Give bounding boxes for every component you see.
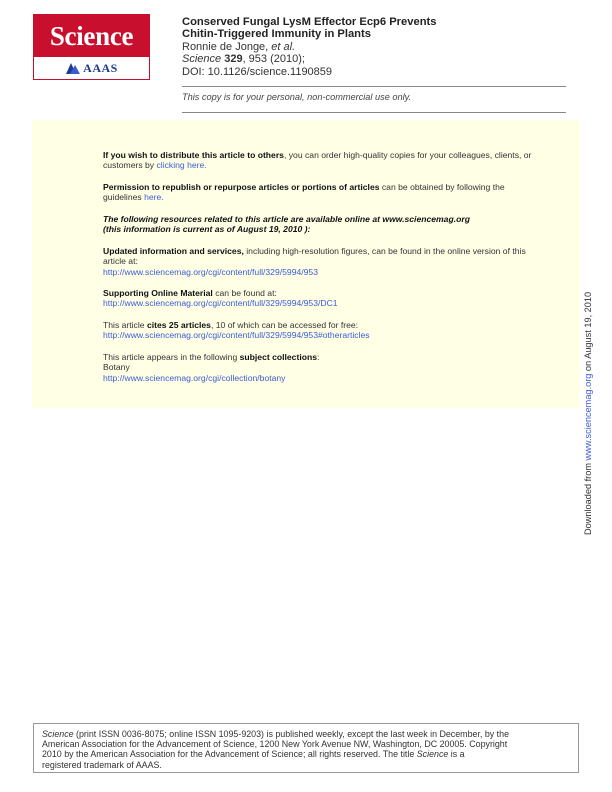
- science-logo: [33, 14, 150, 80]
- footer-line3-journal: Science: [416, 749, 449, 760]
- collections-block: [103, 352, 543, 383]
- download-note: [583, 292, 593, 535]
- publication-footer: [33, 723, 579, 773]
- updated-text: including high-resolution figures, can be found in the online version of this article at:: [103, 246, 526, 267]
- supporting-block: [103, 288, 543, 309]
- footer-line3-post: is a: [448, 749, 465, 760]
- footer-line4: registered trademark of AAAS.: [42, 759, 162, 770]
- divider-top: [182, 86, 566, 87]
- personal-use-note: This copy is for your personal, non-commercial use only.: [182, 92, 412, 102]
- footer-line2: American Association for the Advancement of Science, 1200 New York Avenue NW, Washington, DC 20005. Copyright: [42, 739, 508, 750]
- permission-text: can be obtained by following the guidelines: [103, 182, 505, 203]
- article-title-line1: Conserved Fungal LysM Effector Ecp6 Prevents: [182, 16, 437, 28]
- updated-heading: Updated information and services,: [103, 246, 244, 256]
- cites-count: cites 25 articles: [146, 320, 211, 330]
- updated-info-block: [103, 246, 543, 277]
- clicking-here-link[interactable]: clicking here.: [156, 160, 207, 171]
- collection-item: Botany: [103, 362, 130, 373]
- aaas-logo: [34, 57, 149, 80]
- footer-line1: [42, 729, 570, 739]
- resources-line2: (this information is current as of August 19, 2010 ):: [103, 224, 311, 235]
- article-title-line2: Chitin-Triggered Immunity in Plants: [182, 28, 371, 41]
- doi: DOI: 10.1126/science.1190859: [182, 65, 333, 78]
- pages-year: , 953 (2010);: [242, 53, 305, 66]
- footer-line3-pre: 2010 by the American Association for the Advancement of Science; all rights reserved. The title: [42, 749, 417, 760]
- cites-block: [103, 320, 543, 341]
- collections-heading: subject collections: [239, 352, 317, 362]
- download-pre: Downloaded from: [583, 460, 593, 535]
- sciencemag-link[interactable]: www.sciencemag.org: [583, 373, 593, 461]
- authors: Ronnie de Jonge,: [182, 40, 269, 53]
- cites-pre: This article: [103, 320, 147, 330]
- distribute-heading: If you wish to distribute this article to others: [103, 150, 284, 160]
- aaas-label: AAAS: [83, 61, 118, 75]
- full-text-link[interactable]: http://www.sciencemag.org/cgi/content/full/329/5994/953: [103, 266, 318, 277]
- botany-collection-link[interactable]: http://www.sciencemag.org/cgi/collection/botany: [103, 372, 286, 383]
- collections-pre: This article appears in the following: [103, 352, 240, 362]
- resources-block: [103, 214, 543, 235]
- aaas-icon: [65, 62, 81, 75]
- download-post: on August 19, 2010: [583, 291, 593, 374]
- supporting-link[interactable]: http://www.sciencemag.org/cgi/content/full/329/5994/953/DC1: [103, 298, 338, 309]
- cites-text: , 10 of which can be accessed for free:: [210, 320, 359, 330]
- footer-line1-text: (print ISSN 0036-8075; online ISSN 1095-9203) is published weekly, except the last week in December, by the: [73, 729, 510, 739]
- footer-line3: [42, 749, 570, 759]
- journal-name: Science: [182, 53, 222, 66]
- other-articles-link[interactable]: http://www.sciencemag.org/cgi/content/full/329/5994/953#otherarticles: [103, 330, 370, 341]
- authors-line: [182, 41, 436, 53]
- logo-wordmark: Science: [34, 15, 149, 57]
- distribute-text: , you can order high-quality copies for your colleagues, clients, or customers by: [103, 150, 532, 171]
- supporting-heading: Supporting Online Material: [103, 288, 213, 298]
- divider-bottom: [182, 112, 566, 113]
- et-al: et al.: [271, 40, 296, 53]
- permission-heading: Permission to republish or repurpose articles or portions of articles: [103, 182, 380, 192]
- collections-colon: :: [317, 352, 320, 362]
- journal-line: [182, 53, 436, 65]
- permission-block: [103, 182, 543, 203]
- guidelines-link[interactable]: here.: [144, 192, 164, 203]
- resources-line1: The following resources related to this article are available online at www.sciencemag.org: [103, 214, 470, 224]
- supporting-text: can be found at:: [212, 288, 277, 298]
- citation-block: [182, 16, 436, 78]
- volume: 329: [224, 53, 243, 66]
- footer-journal: Science: [42, 729, 74, 739]
- distribute-block: [103, 150, 543, 171]
